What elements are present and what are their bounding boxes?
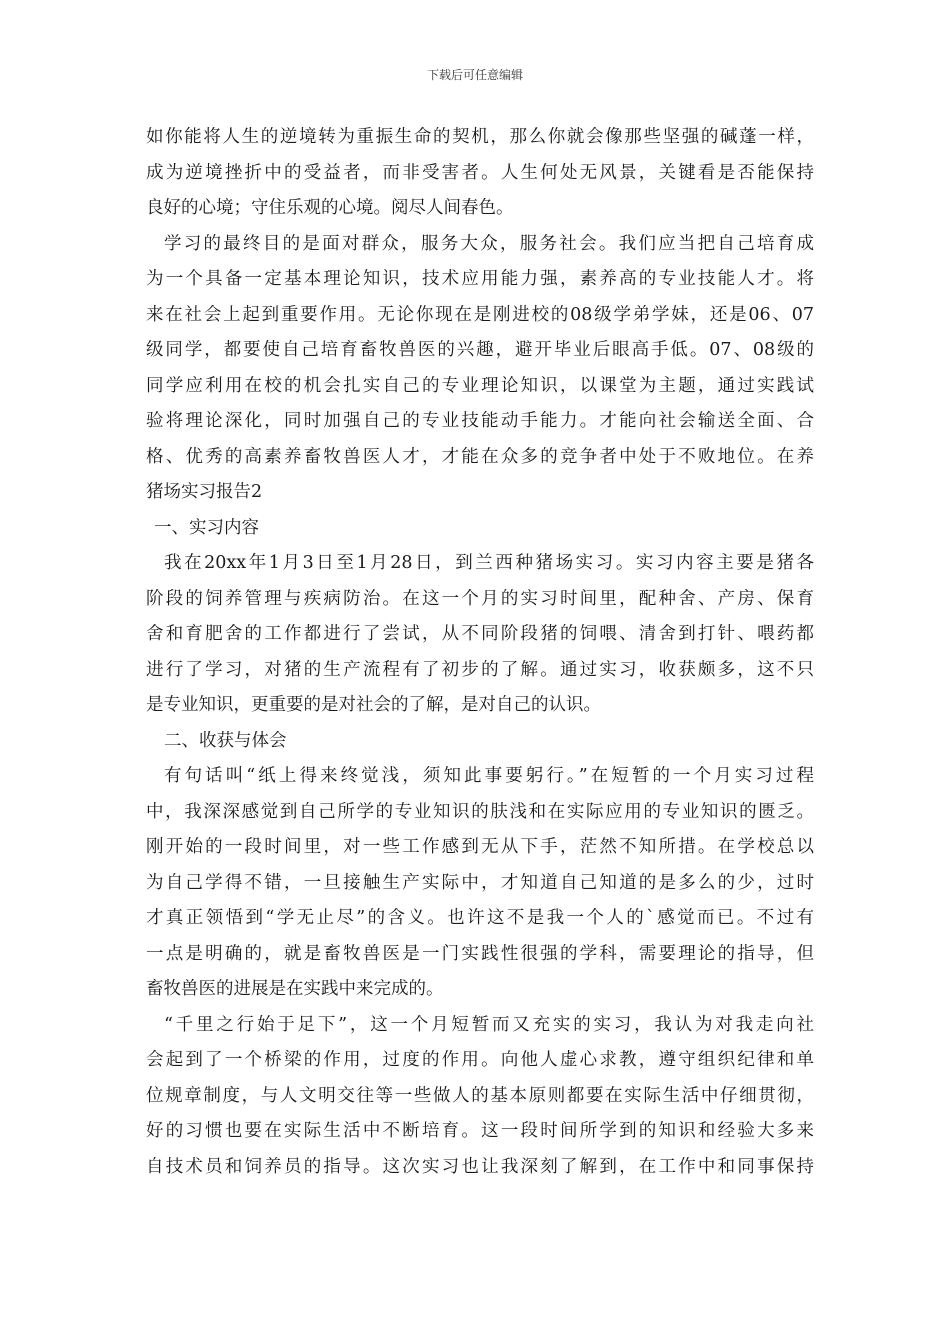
paragraph-start-line: 学习的最终目的是面对群众，服务大众，服务社会。我们应当把自己培育成 bbox=[164, 233, 814, 254]
section-heading: 一、实习内容 bbox=[154, 517, 259, 538]
text-line: 为一个具备一定基本理论知识，技术应用能力强，素养高的专业技能人才。将 bbox=[146, 269, 814, 289]
text-line: 良好的心境；守住乐观的心境。阅尽人间春色。 bbox=[146, 198, 514, 218]
text-line: 验将理论深化，同时加强自己的专业技能动手能力。才能向社会输送全面、合 bbox=[146, 411, 814, 431]
paragraph-start-line: “千里之行始于足下”，这一个月短暂而又充实的实习，我认为对我走向社 bbox=[164, 1014, 814, 1035]
text-line: 成为逆境挫折中的受益者，而非受害者。人生何处无风景，关键看是否能保持 bbox=[146, 162, 814, 183]
text-line: 舍和育肥舍的工作都进行了尝试，从不同阶段猪的饲喂、清舍到打针、喂药都 bbox=[146, 624, 814, 644]
text-line: 才真正领悟到“学无止尽”的含义。也许这不是我一个人的`感觉而已。不过有 bbox=[146, 908, 814, 928]
text-line: 好的习惯也要在实际生活中不断培育。这一段时间所学到的知识和经验大多来 bbox=[146, 1121, 814, 1141]
report-title-line: 猪场实习报告2 bbox=[146, 482, 263, 502]
paragraph-start-line: 有句话叫“纸上得来终觉浅，须知此事要躬行。”在短暂的一个月实习过程 bbox=[164, 766, 814, 786]
section-heading: 二、收获与体会 bbox=[164, 730, 287, 751]
text-line: 进行了学习，对猪的生产流程有了初步的了解。通过实习，收获颇多，这不只 bbox=[146, 659, 814, 680]
text-line: 同学应利用在校的机会扎实自己的专业理论知识，以课堂为主题，通过实践试 bbox=[146, 375, 814, 396]
document-body bbox=[146, 120, 814, 1185]
text-line: 为自己学得不错，一旦接触生产实际中，才知道自己知道的是多么的少，过时 bbox=[146, 872, 814, 893]
text-line: 刚开始的一段时间里，对一些工作感到无从下手，茫然不知所措。在学校总以 bbox=[146, 837, 814, 857]
text-line: 级同学，都要使自己培育畜牧兽医的兴趣，避开毕业后眼高手低。07、08级的 bbox=[146, 340, 814, 360]
text-line: 位规章制度，与人文明交往等一些做人的基本原则都要在实际生活中仔细贯彻， bbox=[146, 1085, 814, 1106]
text-line: 如你能将人生的逆境转为重振生命的契机，那么你就会像那些坚强的碱蓬一样， bbox=[146, 127, 814, 147]
text-line: 一点是明确的，就是畜牧兽医是一门实践性很强的学科，需要理论的指导，但 bbox=[146, 943, 814, 964]
text-line: 会起到了一个桥梁的作用，过度的作用。向他人虚心求教，遵守组织纪律和单 bbox=[146, 1050, 814, 1070]
text-line: 自技术员和饲养员的指导。这次实习也让我深刻了解到，在工作中和同事保持 bbox=[146, 1156, 814, 1177]
text-line: 是专业知识，更重要的是对社会的了解，是对自己的认识。 bbox=[146, 695, 601, 715]
text-line: 格、优秀的高素养畜牧兽医人才，才能在众多的竞争者中处于不败地位。在养 bbox=[146, 446, 814, 467]
page-header: 下载后可任意编辑 bbox=[426, 68, 523, 82]
text-line: 来在社会上起到重要作用。无论你现在是刚进校的08级学弟学妹，还是06、07 bbox=[146, 304, 814, 325]
text-line: 阶段的饲养管理与疾病防治。在这一个月的实习时间里，配种舍、产房、保育 bbox=[146, 588, 814, 609]
paragraph-start-line: 我在20xx年1月3日至1月28日，到兰西种猪场实习。实习内容主要是猪各 bbox=[164, 553, 814, 573]
text-line: 中，我深深感觉到自己所学的专业知识的肤浅和在实际应用的专业知识的匮乏。 bbox=[146, 801, 814, 822]
text-line: 畜牧兽医的进展是在实践中来完成的。 bbox=[146, 979, 444, 999]
